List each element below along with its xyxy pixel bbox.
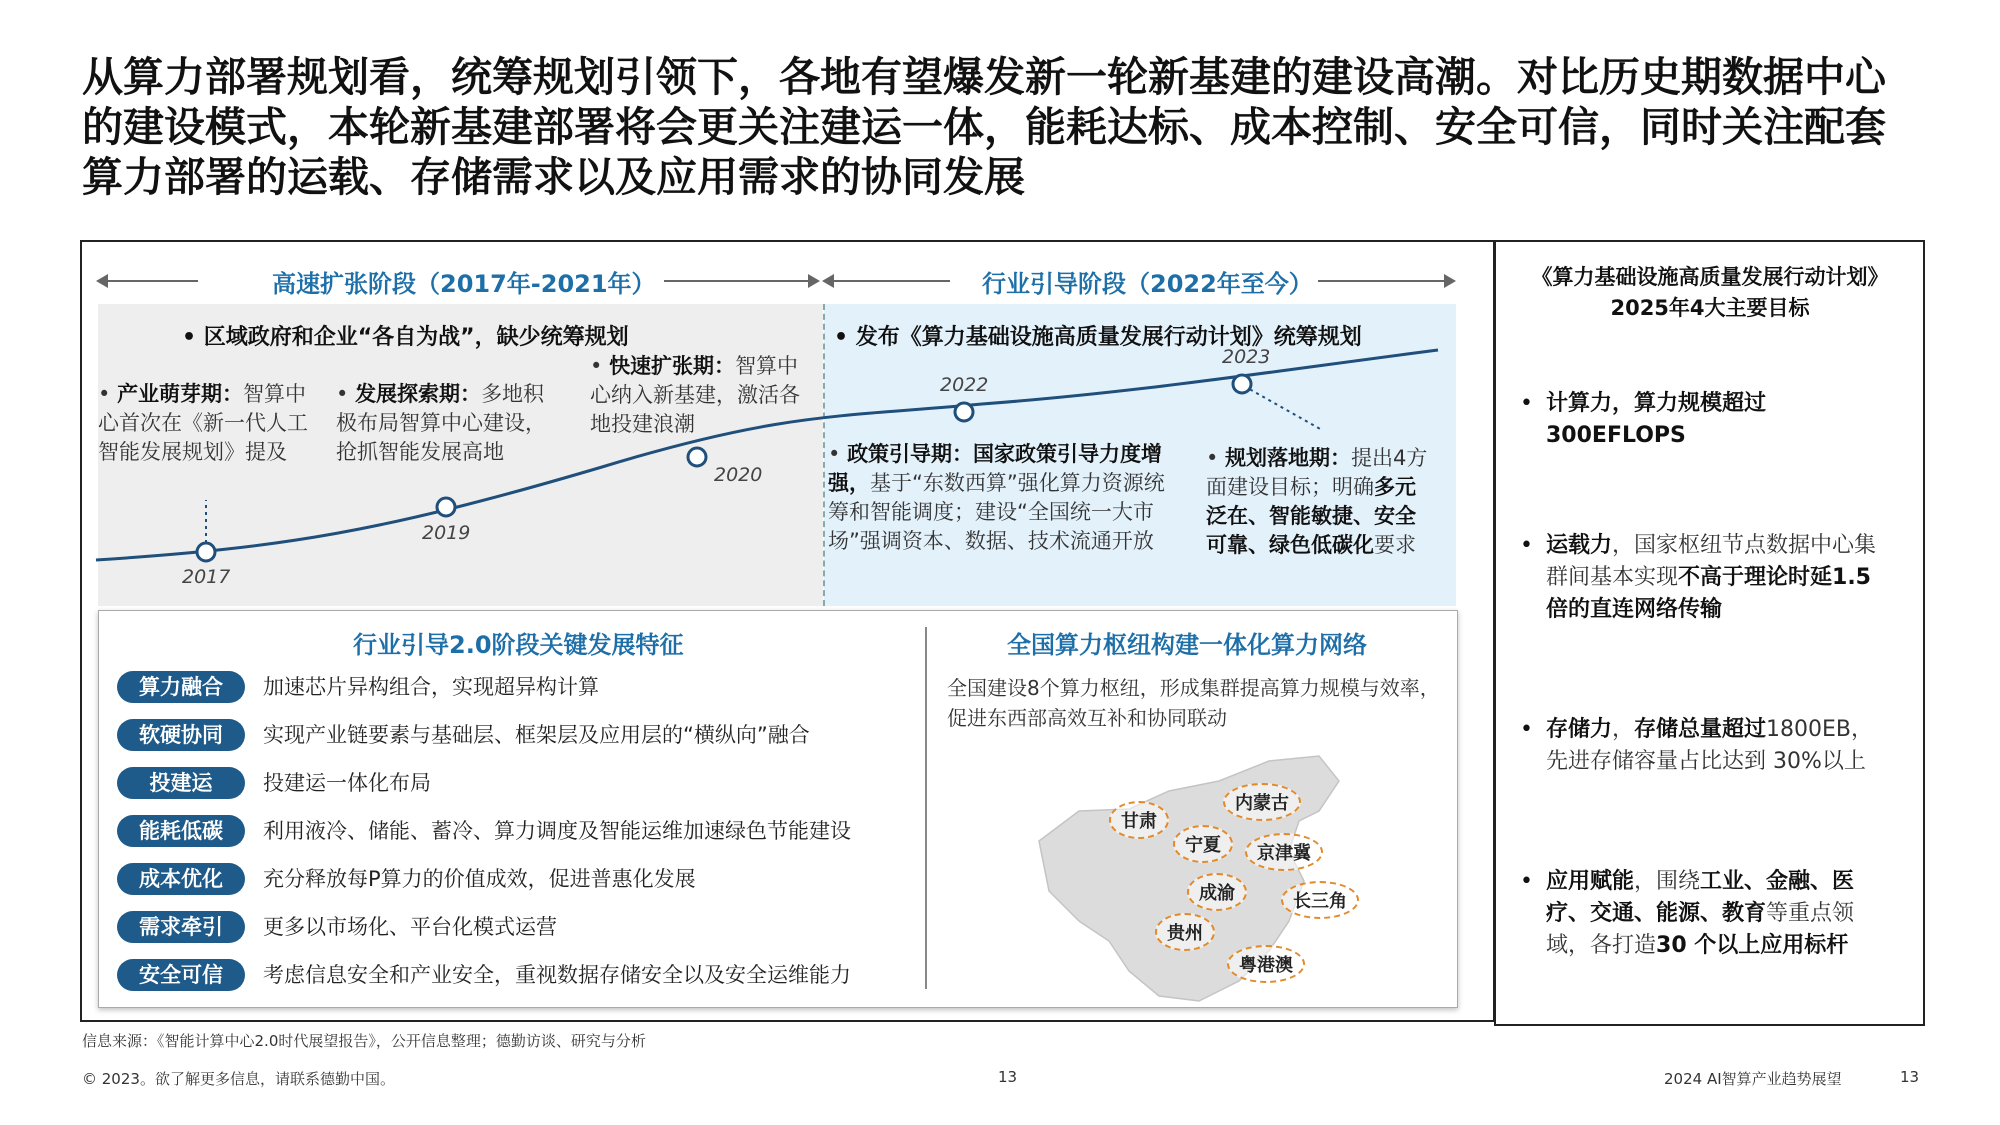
features-title: 行业引导2.0阶段关键发展特征 — [353, 631, 684, 659]
year-label: 2019 — [422, 522, 471, 544]
bullet-icon: • — [1520, 717, 1533, 742]
bullet-icon: • — [1520, 869, 1533, 894]
goal-item: • 计算力，算力规模超过300EFLOPS — [1546, 388, 1886, 452]
goal-item: • 应用赋能，围绕工业、金融、医疗、交通、能源、教育等重点领域，各打造30 个以上应用标杆 — [1546, 866, 1886, 962]
feature-tag: 投建运 — [117, 767, 245, 799]
feature-tag: 安全可信 — [117, 959, 245, 991]
feature-text: 加速芯片异构组合，实现超异构计算 — [263, 675, 599, 699]
milestone-2019-marker — [437, 498, 455, 516]
goals-title: 《算力基础设施高质量发展行动计划》2025年4大主要目标 — [1531, 265, 1889, 320]
timeline-panel — [80, 240, 1495, 1022]
goals-panel — [1494, 240, 1925, 1026]
bullet-icon: • — [1520, 533, 1533, 558]
network-description: 全国建设8个算力枢纽，形成集群提高算力规模与效率，促进东西部高效互补和协同联动 — [947, 676, 1440, 730]
footer-page-center: 13 — [998, 1068, 1018, 1086]
feature-tag: 软硬协同 — [117, 719, 245, 751]
phase2-bullet: • 发布《算力基础设施高质量发展行动计划》统筹规划 — [834, 325, 1362, 350]
footer-copyright: © 2023。欲了解更多信息，请联系德勤中国。 — [82, 1070, 395, 1088]
year-label: 2022 — [940, 374, 989, 396]
stage2-text: • 发展探索期：多地积极布局智算中心建设，抢抓智能发展高地 — [336, 382, 546, 464]
feature-text: 利用液冷、储能、蓄冷、算力调度及智能运维加速绿色节能建设 — [263, 819, 851, 843]
hub-label-gansu: 甘肃 — [1109, 801, 1169, 839]
hub-label-jingjinji: 京津冀 — [1245, 833, 1323, 871]
phase1-label: 高速扩张阶段（2017年-2021年） — [272, 270, 656, 298]
network-title: 全国算力枢纽构建一体化算力网络 — [1007, 631, 1367, 659]
feature-tag: 算力融合 — [117, 671, 245, 703]
goal-item: • 存储力，存储总量超过1800EB，先进存储容量占比达到 30%以上 — [1546, 714, 1886, 778]
footer-doc-title: 2024 AI智算产业趋势展望 — [1664, 1070, 1842, 1088]
feature-text: 投建运一体化布局 — [263, 771, 431, 795]
year-label: 2020 — [714, 464, 763, 486]
milestone-2023-marker — [1233, 375, 1251, 393]
phase2-label: 行业引导阶段（2022年至今） — [982, 270, 1313, 298]
feature-text: 充分释放每P算力的价值成效，促进普惠化发展 — [263, 867, 696, 891]
phase1-bullet: • 区域政府和企业“各自为战”，缺少统筹规划 — [182, 325, 629, 350]
page-headline: 从算力部署规划看，统筹规划引领下，各地有望爆发新一轮新基建的建设高潮。对比历史期数据中心的建设模式，本轮新基建部署将会更关注建运一体，能耗达标、成本控制、安全可信，同时关注配套算力部署的运载、存储需求以及应用需求的协同发展 — [82, 53, 1886, 201]
source-note: 信息来源：《智能计算中心2.0时代展望报告》，公开信息整理；德勤访谈、研究与分析 — [82, 1032, 646, 1050]
goal-item: • 运载力，国家枢纽节点数据中心集群间基本实现不高于理论时延1.5倍的直连网络传输 — [1546, 530, 1886, 626]
feature-tag: 成本优化 — [117, 863, 245, 895]
hub-label-chengyu: 成渝 — [1187, 873, 1247, 911]
hub-label-yuegangao: 粤港澳 — [1227, 945, 1305, 983]
stage4-text: • 政策引导期：国家政策引导力度增强，基于“东数西算”强化算力资源统筹和智能调度；建设“全国统一大市场”强调资本、数据、技术流通开放 — [828, 442, 1165, 553]
feature-text: 更多以市场化、平台化模式运营 — [263, 915, 557, 939]
milestone-2017-marker — [197, 543, 215, 561]
features-panel — [98, 610, 1458, 1008]
feature-text: 考虑信息安全和产业安全，重视数据存储安全以及安全运维能力 — [263, 963, 851, 987]
milestone-2022-marker — [955, 403, 973, 421]
stage1-text: • 产业萌芽期：智算中心首次在《新一代人工智能发展规划》提及 — [98, 382, 308, 464]
footer-page-number: 13 — [1900, 1068, 1920, 1086]
year-label: 2023 — [1222, 346, 1271, 368]
stage5-text: • 规划落地期：提出4方面建设目标；明确多元泛在、智能敏捷、安全可靠、绿色低碳化要求 — [1206, 446, 1428, 557]
feature-text: 实现产业链要素与基础层、框架层及应用层的“横纵向”融合 — [263, 723, 810, 747]
stage3-text: • 快速扩张期：智算中心纳入新基建，激活各地投建浪潮 — [590, 354, 800, 436]
hub-label-guizhou: 贵州 — [1155, 913, 1215, 951]
hub-label-ningxia: 宁夏 — [1173, 825, 1233, 863]
milestone-2020-marker — [688, 448, 706, 466]
hub-label-changsanjiao: 长三角 — [1281, 881, 1359, 919]
panel-divider — [925, 627, 927, 989]
hub-label-neimenggu: 内蒙古 — [1223, 783, 1301, 821]
bullet-icon: • — [1520, 391, 1533, 416]
feature-tag: 能耗低碳 — [117, 815, 245, 847]
year-label: 2017 — [182, 566, 231, 588]
feature-tag: 需求牵引 — [117, 911, 245, 943]
